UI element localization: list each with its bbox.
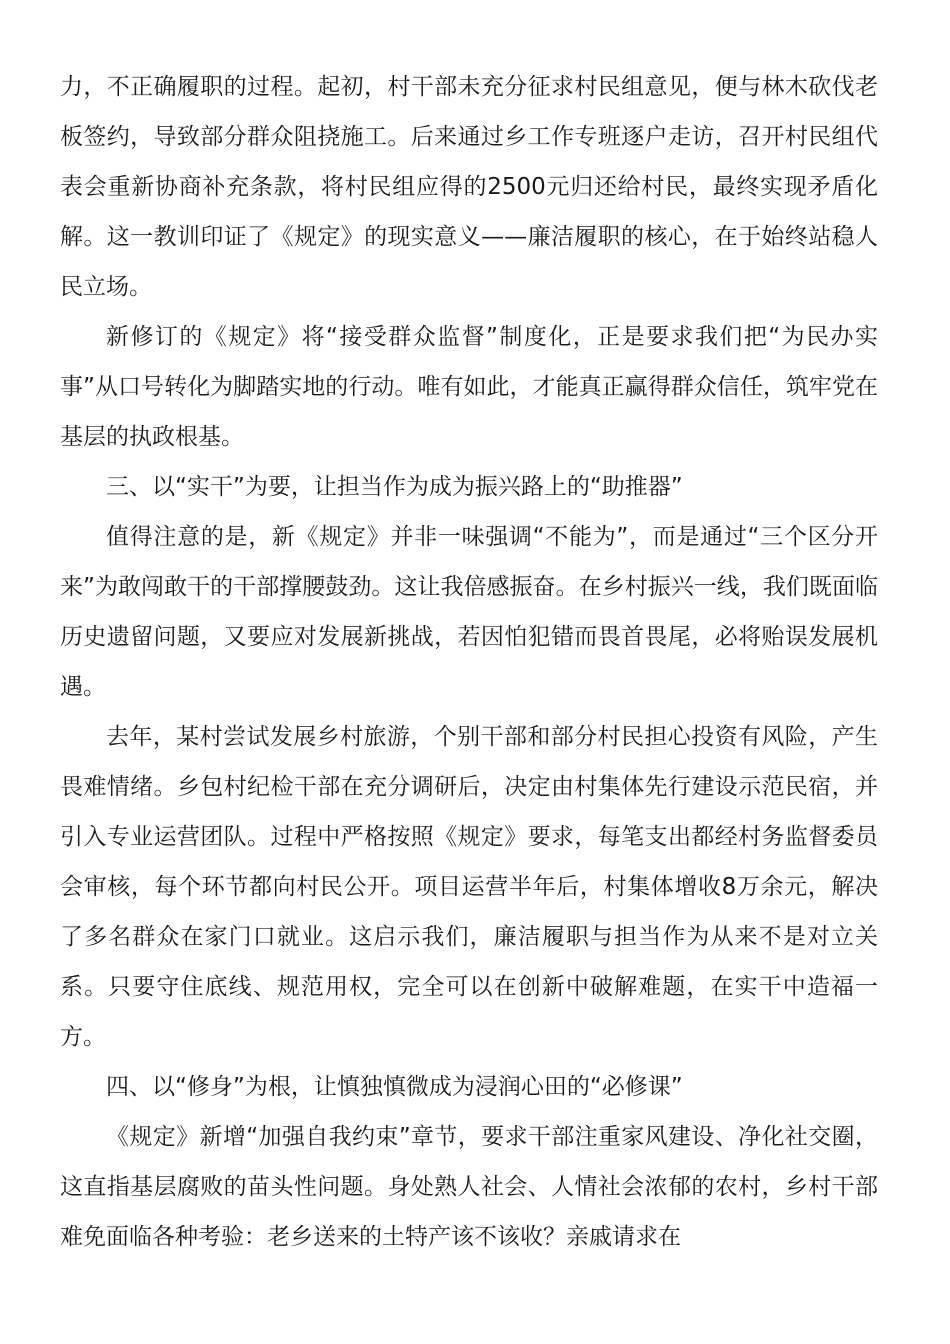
paragraph-continued: 力，不正确履职的过程。起初，村干部未充分征求村民组意见，便与林木砍伐老板签约，导致部分群众阻挠施工。后来通过乡工作专班逐户走访，召开村民组代表会重新协商补充条款，将村民组应得的2500元归还给村民，最终实现矛盾化解。这一教训印证了《规定》的现实意义——廉洁履职的核心，在于始终站稳人民立场。 xyxy=(60,74,878,300)
paragraph-self-discipline: 《规定》新增“加强自我约束”章节，要求干部注重家风建设、净化社交圈，这直指基层腐败的苗头性问题。身处熟人社会、人情社会浓郁的农村，乡村干部难免面临各种考验：老乡送来的土特产该不该收？亲戚请求在 xyxy=(60,1124,878,1250)
paragraph-rural-tourism: 去年，某村尝试发展乡村旅游，个别干部和部分村民担心投资有风险，产生畏难情绪。乡包村纪检干部在充分调研后，决定由村集体先行建设示范民宿，并引入专业运营团队。过程中严格按照《规定》要求，每笔支出都经村务监督委员会审核，每个环节都向村民公开。项目运营半年后，村集体增收8万余元，解决了多名群众在家门口就业。这启示我们，廉洁履职与担当作为从来不是对立关系。只要守住底线、规范用权，完全可以在创新中破解难题，在实干中造福一方。 xyxy=(60,724,878,1050)
paragraph-three-distinctions: 值得注意的是，新《规定》并非一味强调“不能为”，而是通过“三个区分开来”为敢闯敢干的干部撑腰鼓劲。这让我倍感振奋。在乡村振兴一线，我们既面临历史遗留问题，又要应对发展新挑战，若因怕犯错而畏首畏尾，必将贻误发展机遇。 xyxy=(60,524,878,700)
section-heading-3: 三、以“实干”为要，让担当作为成为振兴路上的“助推器” xyxy=(106,474,683,500)
paragraph-supervision: 新修订的《规定》将“接受群众监督”制度化，正是要求我们把“为民办实事”从口号转化为脚踏实地的行动。唯有如此，才能真正赢得群众信任，筑牢党在基层的执政根基。 xyxy=(60,324,878,450)
section-heading-4: 四、以“修身”为根，让慎独慎微成为浸润心田的“必修课” xyxy=(106,1074,683,1100)
document-body xyxy=(60,62,878,1262)
